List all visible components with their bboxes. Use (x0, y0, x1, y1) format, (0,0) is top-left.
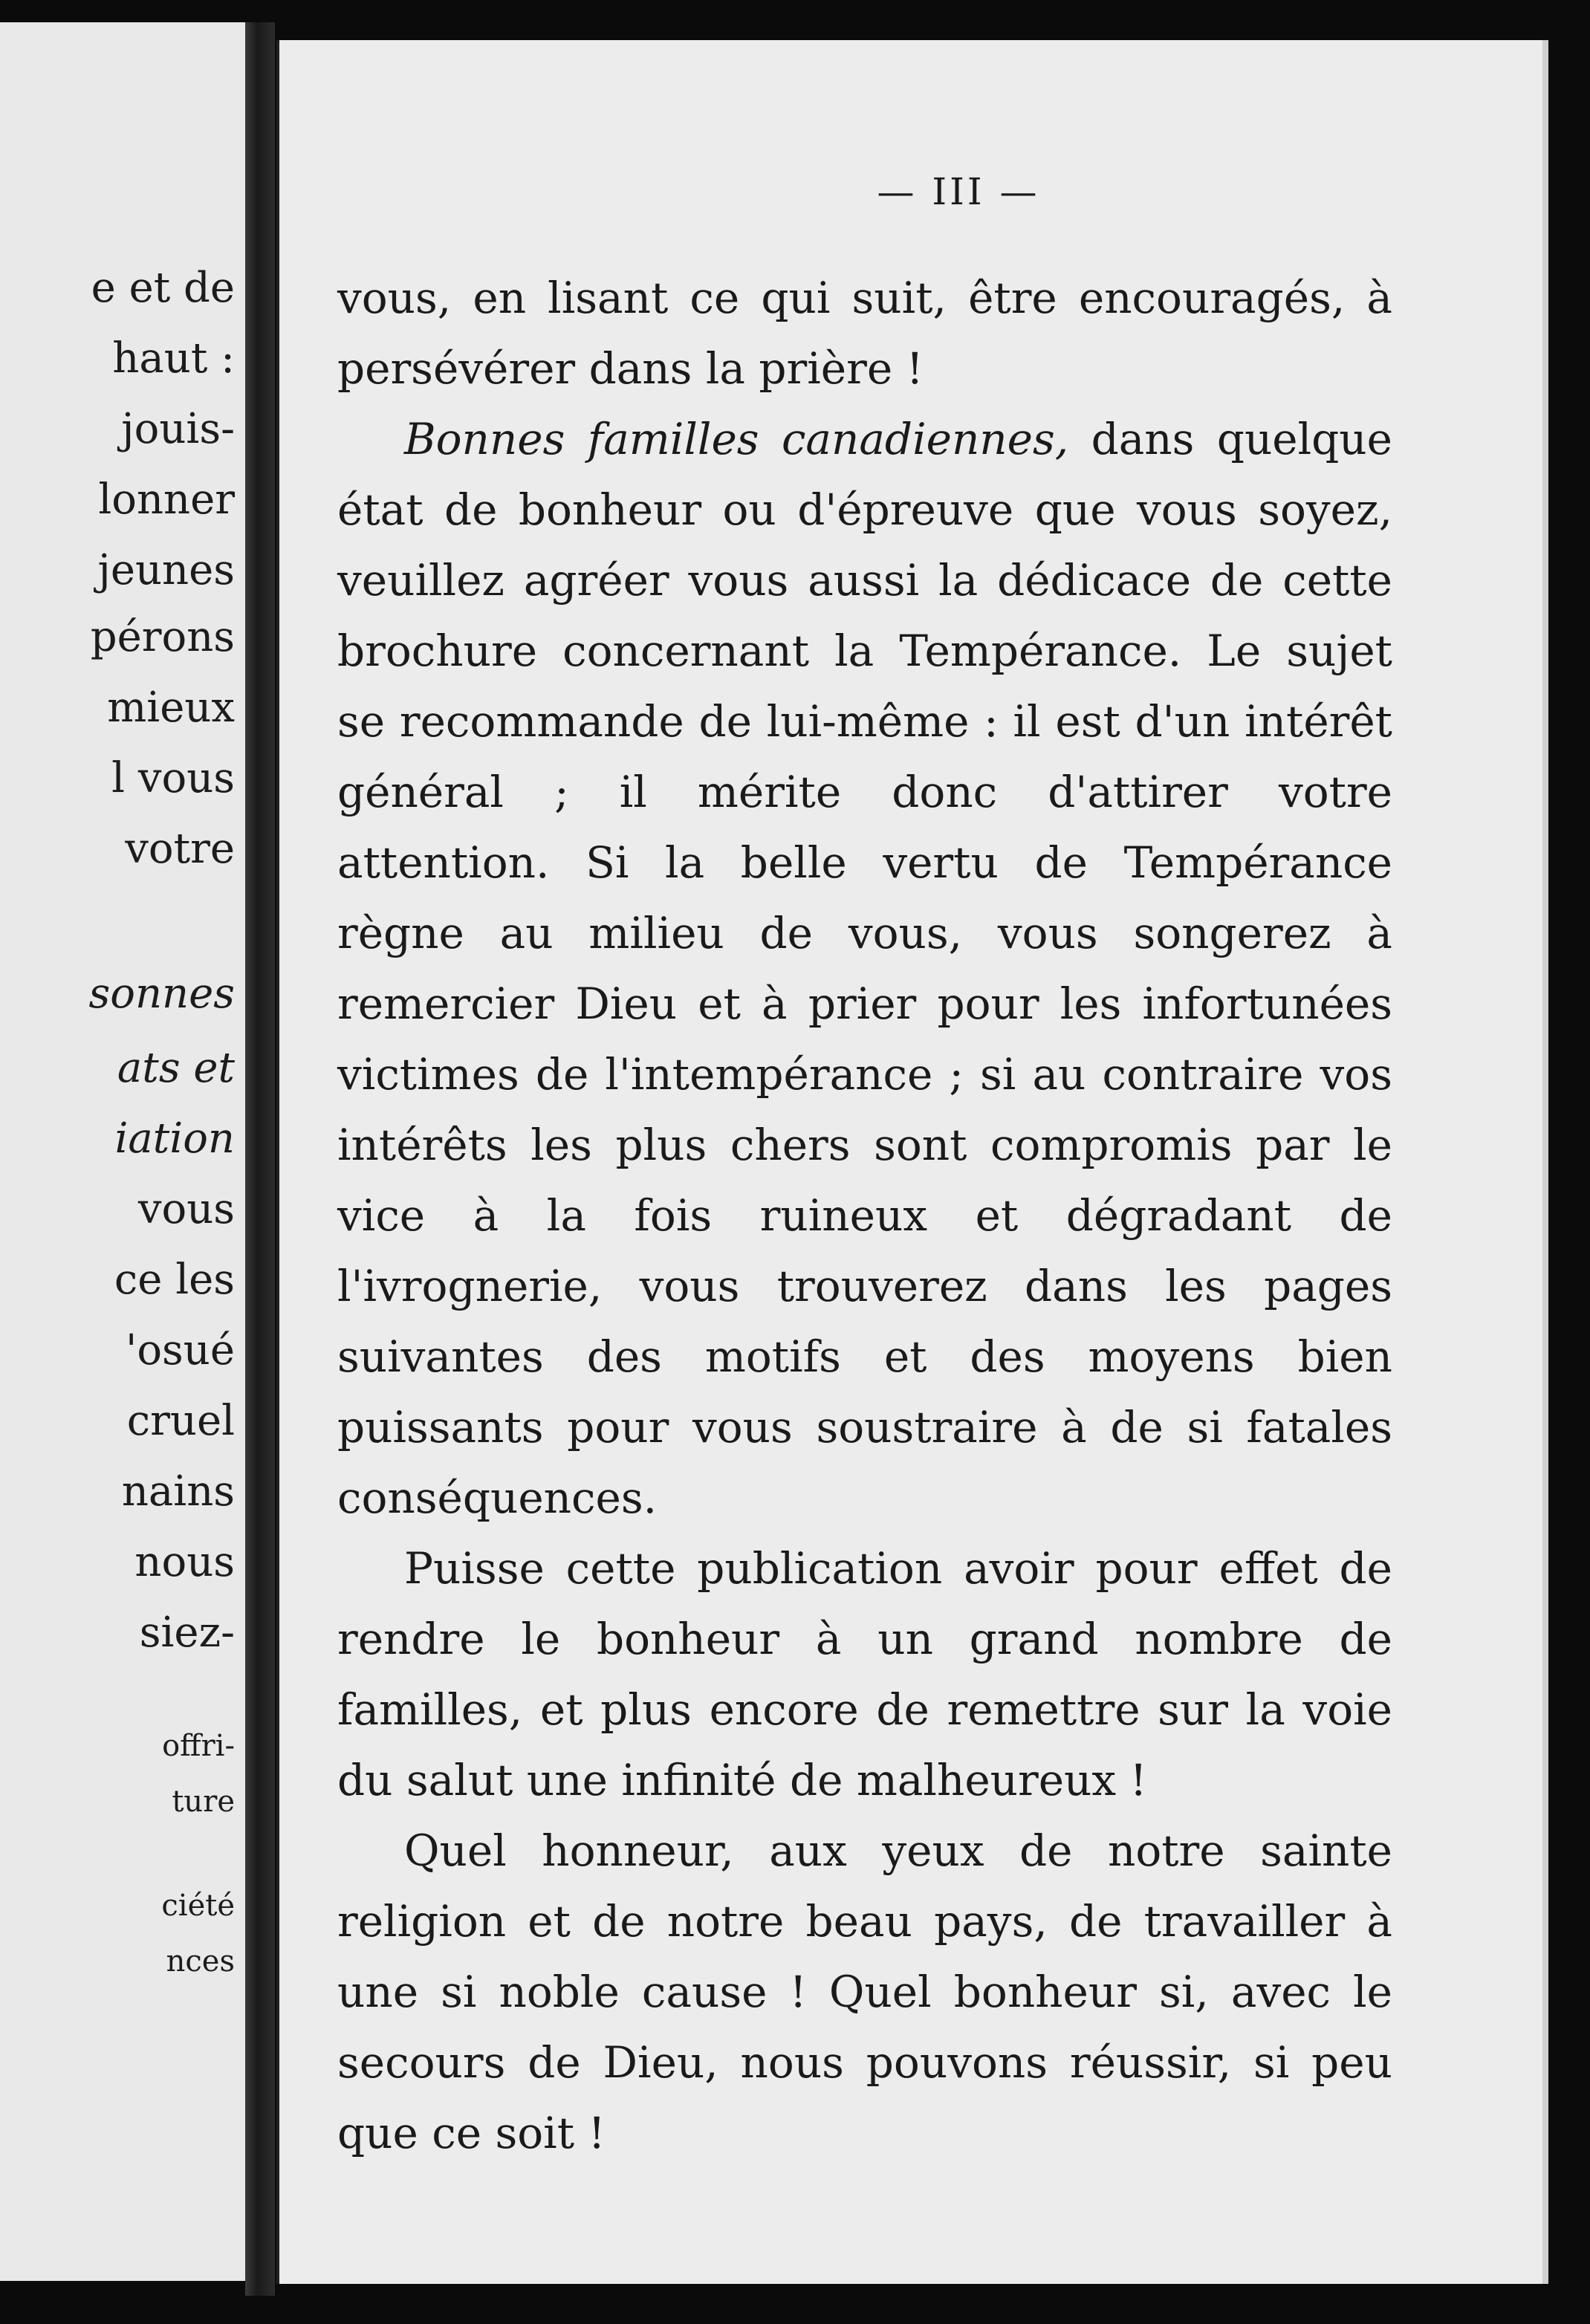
left-page-line: ture (172, 1785, 235, 1819)
left-page-line: l vous (111, 754, 235, 802)
left-page-line: lonner (98, 475, 235, 524)
left-page-line: vous (137, 1185, 235, 1233)
left-page-line: votre (125, 825, 235, 873)
page-body (337, 263, 1392, 2169)
paragraph-2 (337, 404, 1392, 1533)
paragraph-3 (337, 1533, 1392, 1816)
left-page-line: iation (114, 1114, 235, 1163)
left-page-line: pérons (90, 613, 235, 661)
paragraph-4-text: Quel honneur, aux yeux de notre sainte religion et de notre beau pays, de travailler à une si noble cause ! Quel bonheur si, avec le secours de Dieu, nous pouvons réussir, si peu que ce soit ! (337, 1825, 1392, 2158)
paragraph-1-text: vous, en lisant ce qui suit, être encouragés, à persévérer dans la prière ! (337, 273, 1392, 394)
book-gutter (245, 22, 275, 2296)
left-page-line: 'osué (125, 1326, 235, 1374)
left-page-line: ciété (161, 1889, 235, 1923)
left-page-line: siez- (139, 1609, 235, 1657)
left-page-line: nains (121, 1467, 235, 1516)
left-page (0, 22, 247, 2281)
left-page-line: e et de (91, 264, 235, 312)
left-page-line: ats et (117, 1044, 235, 1092)
left-page-line: jeunes (97, 546, 235, 594)
paragraph-1 (337, 263, 1392, 404)
left-page-line: sonnes (88, 970, 235, 1018)
left-page-line: nous (134, 1538, 235, 1586)
paragraph-4 (337, 1816, 1392, 2169)
left-page-line: nces (166, 1944, 235, 1979)
page-number: — III — (877, 170, 1040, 213)
left-page-line: offri- (162, 1729, 235, 1763)
paragraph-2-italic-lead: Bonnes familles canadiennes, (404, 414, 1069, 464)
left-page-line: haut : (112, 334, 235, 383)
paragraph-3-text: Puisse cette publication avoir pour effet de rendre le bonheur à un grand nombre de familles, et plus encore de remettre sur la voie du salut une infinité de malheureux ! (337, 1543, 1392, 1805)
left-page-line: jouis- (121, 405, 235, 453)
left-page-line: ce les (114, 1256, 235, 1304)
page-edge (1542, 40, 1548, 2284)
paragraph-2-text: dans quelque état de bonheur ou d'épreuve que vous soyez, veuillez agréer vous aussi la dédicace de cette brochure concernant la Tempérance. Le sujet se recommande de lui-même : il est d'un intérêt général ; il mérite donc d'attirer votre attention. Si la belle vertu de Tempérance règne au milieu de vous, vous songerez à remercier Dieu et à prier pour les infortunées victimes de l'intempérance ; si au contraire vos intérêts les plus chers sont compromis par le vice à la fois ruineux et dégradant de l'ivrognerie, vous trouverez dans les pages suivantes des motifs et des moyens bien puissants pour vous soustraire à de si fatales conséquences. (337, 414, 1392, 1523)
left-page-line: cruel (126, 1397, 235, 1445)
left-page-line: mieux (107, 684, 235, 732)
right-page (276, 40, 1548, 2284)
